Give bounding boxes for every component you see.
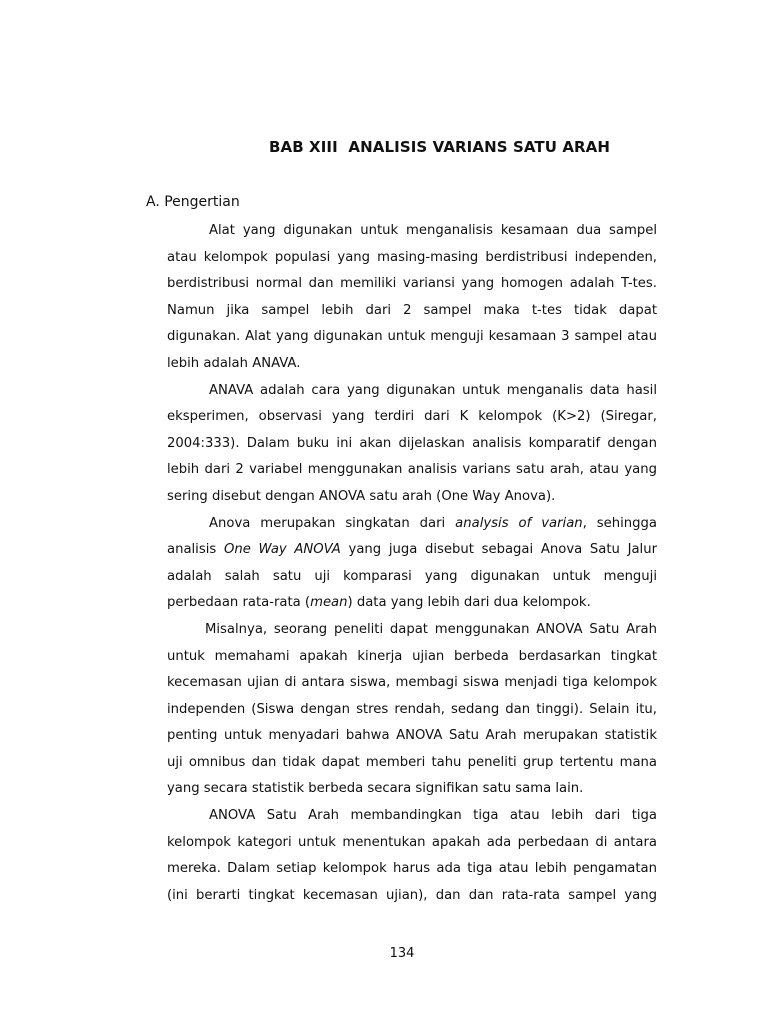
chapter-title — [140, 138, 768, 156]
text-line: lebih adalah ANAVA. — [167, 355, 301, 371]
text-line: (ini berarti tingkat kecemasan ujian), dan dan rata-rata sampel yang — [167, 887, 657, 903]
text-line: berdistribusi normal dan memiliki variansi yang homogen adalah T-tes. — [167, 276, 657, 292]
page-number: 134 — [389, 946, 415, 961]
italic-term: One Way ANOVA — [223, 542, 341, 558]
text-line: eksperimen, observasi yang terdiri dari K kelompok (K>2) (Siregar, — [167, 409, 657, 425]
text-line: untuk memahami apakah kinerja ujian berbeda berdasarkan tingkat — [167, 648, 657, 664]
paragraph-4 — [167, 617, 657, 803]
paragraph-5 — [167, 803, 657, 909]
paragraph-1 — [167, 218, 657, 378]
text-line: kecemasan ujian di antara siswa, membagi siswa menjadi tiga kelompok — [167, 675, 657, 691]
text-line: kelompok kategori untuk menentukan apakah ada perbedaan di antara — [167, 834, 657, 850]
text-line: ANOVA Satu Arah membandingkan tiga atau lebih dari tiga — [209, 808, 657, 824]
text-line — [167, 537, 657, 564]
text-line: Namun jika sampel lebih dari 2 sampel maka t-tes tidak dapat — [167, 302, 657, 318]
italic-term: analysis of varian — [455, 515, 583, 531]
text-run: analisis — [167, 542, 224, 558]
text-line — [167, 590, 657, 617]
text-run: yang juga disebut sebagai Anova Satu Jalur — [340, 542, 657, 558]
paragraph-2 — [167, 378, 657, 511]
text-line: lebih dari 2 variabel menggunakan analisis varians satu arah, atau yang — [167, 462, 657, 478]
text-run: ) data yang lebih dari dua kelompok. — [347, 595, 591, 611]
text-run: Anova merupakan singkatan dari — [209, 515, 456, 531]
text-line: adalah salah satu uji komparasi yang digunakan untuk menguji — [167, 568, 657, 584]
paragraph-3 — [167, 511, 657, 617]
section-heading: A. Pengertian — [146, 194, 240, 210]
chapter-title-text: BAB XIII ANALISIS VARIANS SATU ARAH — [268, 138, 611, 156]
text-line: yang secara statistik berbeda secara signifikan satu sama lain. — [167, 781, 584, 797]
text-line: uji omnibus dan tidak dapat memberi tahu peneliti grup tertentu mana — [167, 754, 657, 770]
body-text — [167, 218, 657, 909]
text-line: independen (Siswa dengan stres rendah, sedang dan tinggi). Selain itu, — [167, 701, 657, 717]
text-line: Alat yang digunakan untuk menganalisis kesamaan dua sampel — [209, 223, 657, 238]
text-line: digunakan. Alat yang digunakan untuk menguji kesamaan 3 sampel atau — [167, 329, 657, 345]
text-run: , sehingga — [582, 515, 657, 531]
text-line: Misalnya, seorang peneliti dapat menggunakan ANOVA Satu Arah — [205, 621, 657, 637]
text-line: 2004:333). Dalam buku ini akan dijelaskan analisis komparatif dengan — [167, 435, 657, 451]
text-run: perbedaan rata-rata ( — [167, 595, 311, 611]
text-line: sering disebut dengan ANOVA satu arah (One Way Anova). — [167, 488, 556, 504]
italic-term: mean — [310, 595, 348, 611]
text-line: atau kelompok populasi yang masing-masing berdistribusi independen, — [167, 249, 657, 265]
text-line: ANAVA adalah cara yang digunakan untuk menganalis data hasil — [209, 382, 657, 398]
text-line — [167, 511, 657, 538]
text-line: mereka. Dalam setiap kelompok harus ada tiga atau lebih pengamatan — [167, 861, 657, 877]
text-line: penting untuk menyadari bahwa ANOVA Satu Arah merupakan statistik — [167, 728, 657, 744]
